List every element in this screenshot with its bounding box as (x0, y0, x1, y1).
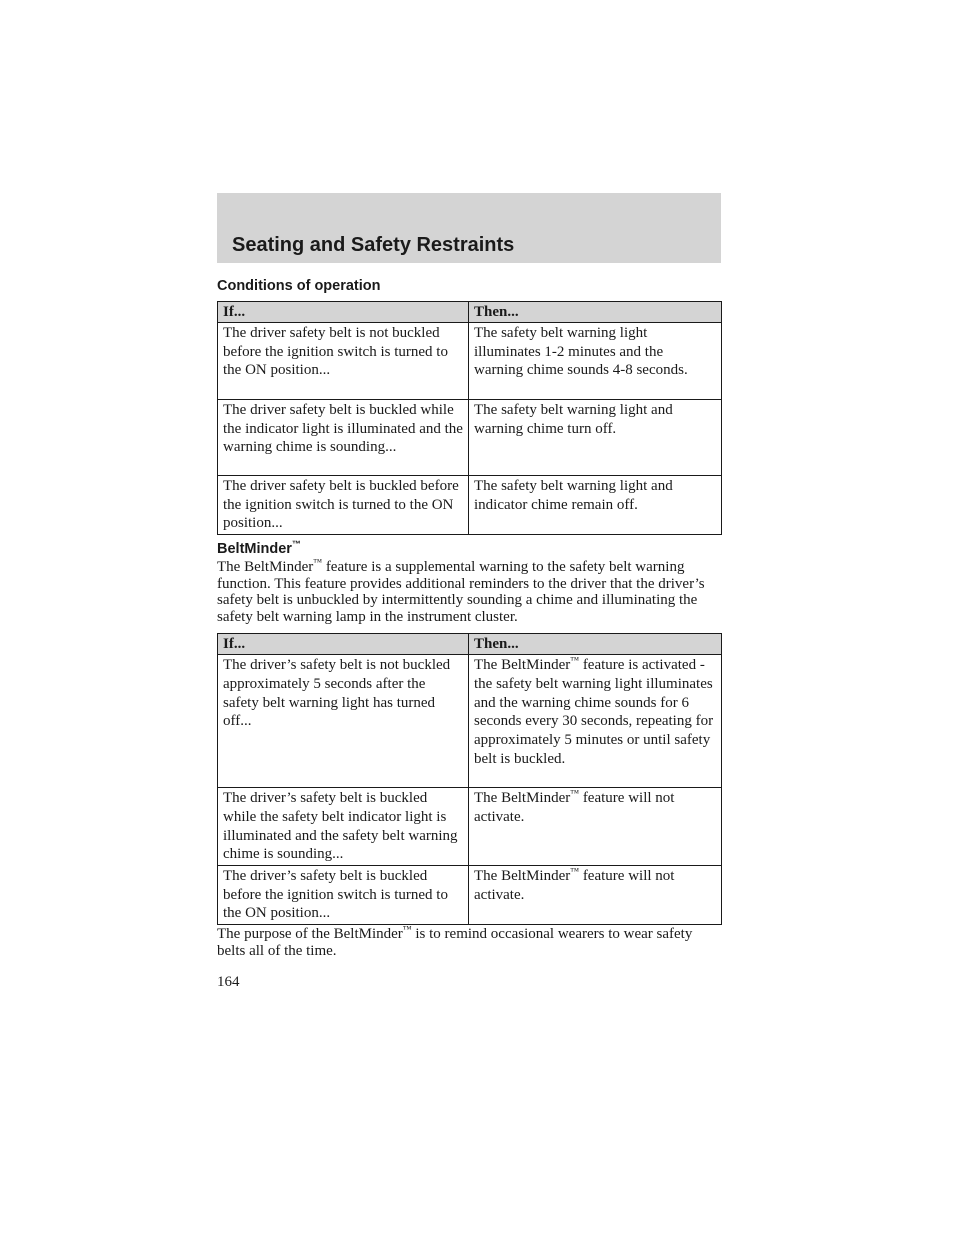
trademark-mark: ™ (570, 655, 580, 666)
column-header-then: Then... (469, 634, 722, 655)
trademark-mark: ™ (570, 788, 580, 799)
then-text-a: The BeltMinder (474, 867, 571, 884)
table-row (218, 865, 722, 924)
table-row (218, 788, 722, 866)
column-header-if: If... (218, 634, 469, 655)
table-cell-then: The safety belt warning light and indicator chime remain off. (469, 476, 722, 535)
table-cell-then: The safety belt warning light and warning chime turn off. (469, 400, 722, 476)
table-cell-if: The driver safety belt is buckled while the indicator light is illuminated and the warning chime is sounding... (218, 400, 469, 476)
table-cell-if: The driver safety belt is buckled before the ignition switch is turned to the ON position... (218, 476, 469, 535)
then-text-b: feature will not activate. (474, 790, 675, 825)
column-header-if: If... (218, 302, 469, 323)
trademark-mark: ™ (313, 557, 323, 568)
table-row (218, 400, 722, 476)
table-row (218, 655, 722, 788)
beltminder-table (217, 633, 722, 925)
then-text-a: The BeltMinder (474, 657, 571, 674)
section-header-band (217, 193, 721, 263)
section-title: Seating and Safety Restraints (232, 234, 515, 256)
table-cell-then (469, 865, 722, 924)
table-cell-if: The driver safety belt is not buckled before the ignition switch is turned to the ON position... (218, 323, 469, 400)
then-text-a: The BeltMinder (474, 790, 571, 807)
table-header-row (218, 634, 722, 655)
table-cell-if: The driver’s safety belt is buckled while the safety belt indicator light is illuminated and the safety belt warning chime is sounding... (218, 788, 469, 866)
closing-text-a: The purpose of the BeltMinder (217, 926, 403, 943)
table-cell-if: The driver’s safety belt is not buckled approximately 5 seconds after the safety belt warning light has turned off... (218, 655, 469, 788)
page-content (217, 276, 721, 991)
table-header-row (218, 302, 722, 323)
beltminder-intro-paragraph (217, 559, 721, 625)
table-row (218, 323, 722, 400)
beltminder-heading (217, 539, 721, 559)
trademark-mark: ™ (570, 865, 580, 876)
table-cell-then (469, 655, 722, 788)
then-text-b: feature is activated - the safety belt warning light illuminates and the warning chime sounds for 6 seconds every 30 seconds, repeating for approximately 5 minutes or until safety belt is buckled. (474, 657, 714, 767)
then-text-b: feature will not activate. (474, 867, 675, 903)
conditions-heading: Conditions of operation (217, 278, 381, 294)
beltminder-closing-paragraph (217, 926, 721, 959)
table-row (218, 476, 722, 535)
trademark-mark: ™ (402, 924, 412, 935)
conditions-table (217, 301, 722, 535)
column-header-then: Then... (469, 302, 722, 323)
closing-text-b: is to remind occasional wearers to wear safety belts all of the time. (217, 926, 693, 959)
table-cell-then (469, 788, 722, 866)
intro-text-a: The BeltMinder (217, 559, 314, 576)
table-cell-if: The driver’s safety belt is buckled before the ignition switch is turned to the ON position... (218, 865, 469, 924)
beltminder-heading-text: BeltMinder (217, 541, 292, 558)
trademark-mark: ™ (291, 539, 301, 550)
page-number: 164 (217, 974, 240, 991)
table-cell-then: The safety belt warning light illuminates 1-2 minutes and the warning chime sounds 4-8 seconds. (469, 323, 722, 400)
intro-text-b: feature is a supplemental warning to the safety belt warning function. This feature provides additional reminders to the driver that the driver’s safety belt is unbuckled by intermittently sounding a chime and illuminating the safety belt warning lamp in the instrument cluster. (217, 559, 705, 625)
